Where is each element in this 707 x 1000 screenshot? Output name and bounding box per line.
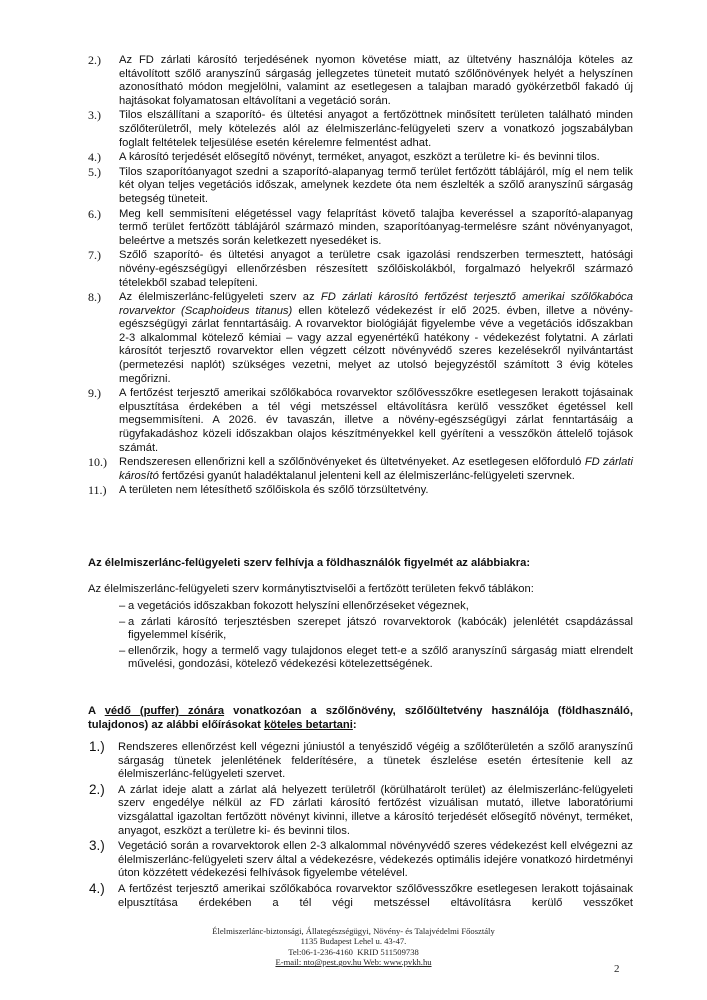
page-footer <box>0 926 707 968</box>
dash-item <box>120 600 633 614</box>
inspection-dash-list <box>120 600 633 674</box>
list-item <box>88 166 633 207</box>
text-segment: ellen kötelező védekezést ír elő 2025. évben, illetve a növény-egészségügyi zárlat fenntartásáig. A rovarvektor biológiáját figyelembe véve a vegetációs időszakban 2-3 alkalommal kötelező kémiai – vagy azzal egyenértékű hatékony - védekezést folytatni. A zárlati károsítót terjesztő rovarvektor ellen végzett célzott növényvédő szeres kezelésekről nyilvántartást (permetezési naplót) szükséges vezetni, melyet az utolsó bejegyzéstől számított 3 évig köteles megőrizni. <box>119 304 633 385</box>
list-item <box>88 880 633 910</box>
list-number: 2.) <box>88 53 101 67</box>
heading-segment: vonatkozóan a szőlőnövény, szőlőültetvény használója (földhasználó, tulajdonos) az alábbi előírásokat <box>88 705 633 731</box>
list-item <box>88 208 633 249</box>
list-item <box>88 484 633 498</box>
list-number: 4.) <box>88 150 101 165</box>
list-number: 8.) <box>88 290 101 305</box>
list-number: 3.) <box>89 838 105 854</box>
list-number: 1.) <box>89 739 105 754</box>
footer-phone: Tel:06-1-236-4160 KRID 511509738 <box>288 946 419 957</box>
list-item <box>88 741 633 782</box>
heading-segment: A <box>88 705 105 717</box>
buffer-zone-heading <box>88 705 633 732</box>
underlined-heading-segment: védő (puffer) zónára <box>104 705 225 717</box>
list-text: A fertőzést terjesztő amerikai szőlőkabóca rovarvektor szőlővesszőkre esetlegesen lerakott tojásainak elpusztítása érdekében a tél végi metszéssel eltávolításra kerülő vesszőket <box>118 882 633 909</box>
list-text: A károsító terjedését elősegítő növényt, terméket, anyagot, eszközt a területre ki- és bevinni tilos. <box>119 151 600 164</box>
list-text: A fertőzést terjesztő amerikai szőlőkabóca rovarvektor szőlővesszőkre esetlegesen lerakott tojásainak elpusztítása érdekében a tél végi metszéssel eltávolításra kerülő vesszőket égetéssel kell megsemmisíteni. A 2026. év tavaszán, illetve a növény-egészségügyi zárlat fenntartásáig a rügyfakadáshoz közeli időszakban olajos készítményekkel kell gyéríteni a vesszőkön áttelelő tojások számát. <box>119 387 633 454</box>
underlined-heading-segment: köteles betartani <box>263 718 353 731</box>
list-item <box>88 109 633 150</box>
list-text: A zárlat ideje alatt a zárlat alá helyezett területről (körülhatárolt terület) az élelmiszerlánc-felügyeleti szerv engedélye nélkül az FD zárlati károsító fertőzést vizuálisan mutató, illetve laboratóriumi vizsgálattal igazoltan fertőzött növényt kivinni, illetve a károsító terjedését elősegítő növényt, terméket, anyagot, eszközt a területre ki- és bevinni tilos. <box>118 783 633 837</box>
list-number: 7.) <box>88 248 101 263</box>
list-item <box>88 54 633 108</box>
dash-item <box>120 616 633 643</box>
list-text <box>119 291 633 386</box>
list-item <box>88 840 633 881</box>
obligations-list <box>88 54 633 498</box>
list-text: Tilos szaporítóanyagot szedni a szaporító-alapanyag termő terület fertőzött táblájáról, míg el nem telik két olyan teljes vegetációs időszak, amelynek kezdete óta nem észlelték a szőlő aranyszínű sárgaság betegség tüneteit. <box>119 165 633 205</box>
list-number: 9.) <box>88 386 101 401</box>
text-segment: Rendszeresen ellenőrizni kell a szőlőnövényeket és ültetvényeket. Az esetlegesen előforduló <box>119 456 585 469</box>
dash-item-text: ellenőrzik, hogy a termelő vagy tulajdonos eleget tett-e a szőlő aranyszínű sárgaság miatt elrendelt művelési, gondozási, kötelező védekezési kötelezettségének. <box>128 644 633 671</box>
list-number: 11.) <box>88 483 107 498</box>
list-item <box>88 456 633 483</box>
list-text: Az FD zárlati károsító terjedésének nyomon követése miatt, az ültetvény használója köteles az eltávolított szőlő aranyszínű sárgaság jellegzetes tüneteit mutató szőlőnövények helyét a helyszínen azonosítható módon megjelölni, valamint az esetlegesen a talajban maradó gyökérzetből fakadó új hajtásokat folyamatosan eltávolítani a vegetáció során. <box>119 54 633 107</box>
dash-item-text: a zárlati károsító terjesztésben szerepet játszó rovarvektorok (kabócák) jelenlétét csapdázással figyelemmel kísérik, <box>128 615 633 642</box>
dash-bullet-icon: – <box>119 600 126 612</box>
list-item <box>88 781 633 838</box>
list-number: 6.) <box>88 206 101 221</box>
list-text: Vegetáció során a rovarvektorok ellen 2-3 alkalommal növényvédő szeres védekezést kell elvégezni az élelmiszerlánc-felügyeleti szerv által a védekezésre, védekezés optimális idejére vonatkozó hirdetményi úton közzétett védekezési felhívások figyelembe vételével. <box>118 840 633 880</box>
section-heading: Az élelmiszerlánc-felügyeleti szerv felhívja a földhasználók figyelmét az alábbiakra: <box>88 557 531 569</box>
list-number: 3.) <box>88 108 101 123</box>
footer-address: 1135 Budapest Lehel u. 43-47. <box>300 936 407 947</box>
italic-text-segment: FD zárlati károsító fertőzést terjesztő amerikai szőlőkabóca rovarvektor (Scaphoideus titanus) <box>119 291 634 317</box>
list-number: 5.) <box>88 164 101 179</box>
text-segment: fertőzési gyanút haladéktalanul jelenteni kell az élelmiszerlánc-felügyeleti szervnek. <box>158 469 575 482</box>
dash-bullet-icon: – <box>119 644 126 657</box>
italic-text-segment: FD zárlati károsító <box>119 456 633 482</box>
list-number: 4.) <box>89 880 105 896</box>
list-text <box>119 456 633 483</box>
list-number: 10.) <box>88 455 107 470</box>
list-text: Rendszeres ellenőrzést kell végezni júniustól a tenyészidő végéig a szőlőterületén a szőlő aranyszínű sárgaság tünetek jelenlétének felderítésére, a tünetek észlelése esetén értesítenie kell az élelmiszerlánc-felügyeleti szervet. <box>118 741 633 781</box>
list-text: Tilos elszállítani a szaporító- és ültetési anyagot a fertőzöttnek minősített területen található minden szőlőterületről, mely kötelezés alól az élelmiszerlánc-felügyeleti szerv a vonatkozó jogszabályban foglalt feltételek teljesülése esetén kérelemre felmentést adhat. <box>119 109 633 149</box>
heading-segment: : <box>352 718 357 731</box>
list-item <box>88 291 633 386</box>
dash-item-text: a vegetációs időszakban fokozott helyszíni ellenőrzéseket végeznek, <box>128 600 469 612</box>
list-item <box>88 151 633 165</box>
dash-item <box>120 645 633 672</box>
buffer-zone-obligations-list <box>88 741 633 910</box>
list-text: Szőlő szaporító- és ültetési anyagot a területre csak igazolási rendszerben termesztett, hatósági növény-egészségügyi ellenőrzésben részesített szőlőiskolákból, forgalmazó helyekről származó tételekből szabad telepíteni. <box>119 249 633 289</box>
dash-bullet-icon: – <box>119 615 126 628</box>
footer-contact-link[interactable]: E-mail: nto@pest.gov.hu Web: www.pvkh.hu <box>275 957 432 968</box>
list-item <box>88 249 633 290</box>
list-number: 2.) <box>89 781 105 797</box>
page-number: 2 <box>614 963 620 975</box>
list-text: Meg kell semmisíteni elégetéssel vagy felaprítást követő talajba keveréssel a szaporító-alapanyag termő terület fertőzött táblájáról származó minden, szaporítóanyag-termelésre szánt növényanyagot, beleértve a metszés során keletkezett nyesedéket is. <box>119 207 633 247</box>
list-item <box>88 387 633 455</box>
list-text: A területen nem létesíthető szőlőiskola és szőlő törzsültetvény. <box>119 484 429 497</box>
footer-organization: Élelmiszerlánc-biztonsági, Állategészségügyi, Növény- és Talajvédelmi Főosztály <box>212 926 495 936</box>
intro-paragraph: Az élelmiszerlánc-felügyeleti szerv kormánytisztviselői a fertőzött területen fekvő táblákon: <box>88 583 534 595</box>
text-segment: Az élelmiszerlánc-felügyeleti szerv az <box>119 291 321 304</box>
